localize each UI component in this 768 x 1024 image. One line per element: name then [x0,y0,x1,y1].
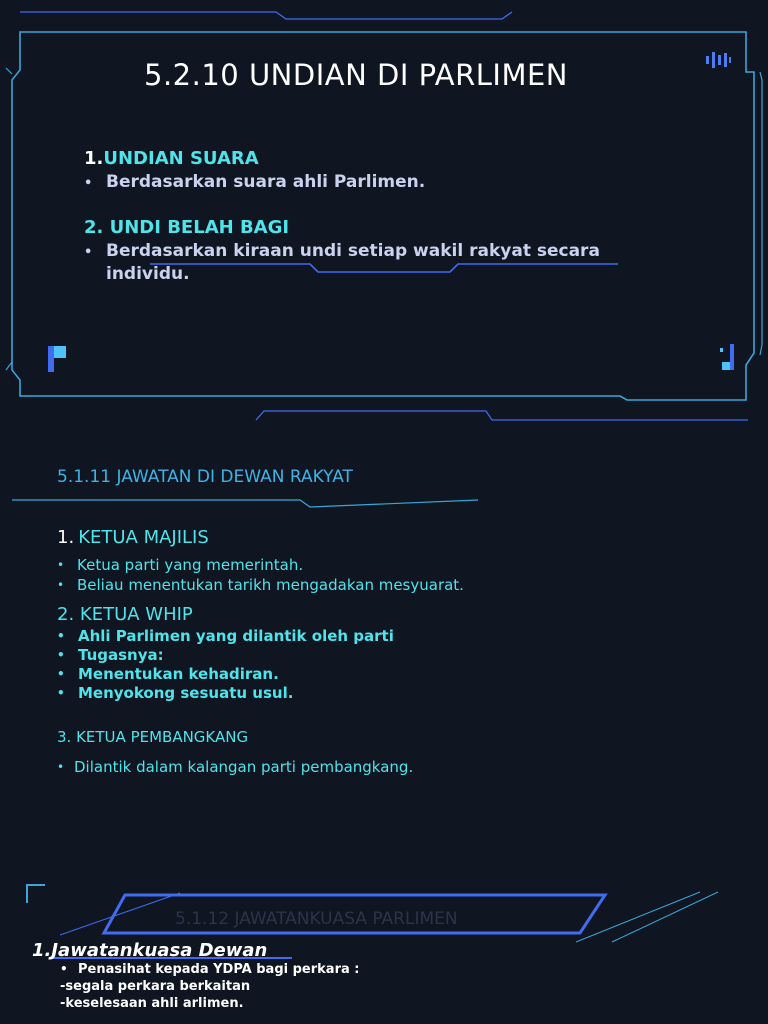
list-item-text: Ketua parti yang memerintah. [77,556,304,574]
slide1-item1-bullet [84,171,704,194]
bullet-icon: • [57,558,65,572]
slide1-title: 5.2.10 UNDIAN DI PARLIMEN [144,58,568,92]
bullet-icon: • [84,176,93,191]
list-item [57,556,464,576]
list-item-text: Menentukan kehadiran. [78,665,279,683]
list-item-text: Beliau menentukan tarikh mengadakan mesyuarat. [77,576,464,594]
slide1-item1-bullet-text: Berdasarkan suara ahli Parlimen. [106,172,426,192]
slide1-item1-number: 1. [84,148,104,169]
slide2-item1-label: KETUA MAJILIS [78,527,209,548]
bullet-icon: • [57,686,65,700]
list-item [57,646,394,665]
list-item [57,758,413,778]
bullet-icon: • [57,667,65,681]
slide3-item1-heading: 1.Jawatankuasa Dewan [32,940,268,961]
slide2-item1-list [57,556,464,596]
slide2-item1-heading [57,527,209,548]
list-item-text: Dilantik dalam kalangan parti pembangkang. [74,758,414,776]
slide1-item2-bullet-line2: individu. [106,264,190,284]
list-item [57,576,464,596]
bullet-icon: • [57,648,65,662]
slide2-item2-list [57,627,394,703]
slide2-item1-number: 1. [57,527,75,548]
list-item-text: Menyokong sesuatu usul. [78,684,294,702]
bullet-icon: • [57,578,65,592]
slide2-item3-list [57,758,413,778]
slide1-item1-label: UNDIAN SUARA [103,148,259,169]
slide1-item2-bullet-line1: Berdasarkan kiraan undi setiap wakil rakyat secara [106,241,600,261]
list-item-text: Ahli Parlimen yang dilantik oleh parti [78,627,394,645]
list-item [57,665,394,684]
slide3-title: 5.1.12 JAWATANKUASA PARLIMEN [175,909,458,929]
bullet-icon: • [57,629,65,643]
bullet-icon: • [57,760,65,774]
slide3-item1-list [60,962,359,1013]
list-item-text: -keselesaan ahli arlimen. [60,996,244,1011]
list-item-text: -segala perkara berkaitan [60,979,251,994]
corner-bracket-icon [46,344,70,374]
slide2-item3-heading: 3. KETUA PEMBANGKANG [57,728,249,746]
slide1-item2-heading: 2. UNDI BELAH BAGI [84,217,290,238]
list-item [60,962,359,979]
list-item-text: Penasihat kepada YDPA bagi perkara : [78,962,360,977]
bullet-icon: • [60,962,68,976]
list-item-text: Tugasnya: [78,646,164,664]
slide1-item2-bullet [84,240,724,286]
list-item [57,684,394,703]
slide2-title: 5.1.11 JAWATAN DI DEWAN RAKYAT [57,467,353,487]
list-item [57,627,394,646]
slide1-item1-heading [84,148,259,169]
bullet-icon: • [84,245,93,260]
corner-bracket-icon-right [716,342,738,372]
slide2-item2-heading: 2. KETUA WHIP [57,604,193,625]
